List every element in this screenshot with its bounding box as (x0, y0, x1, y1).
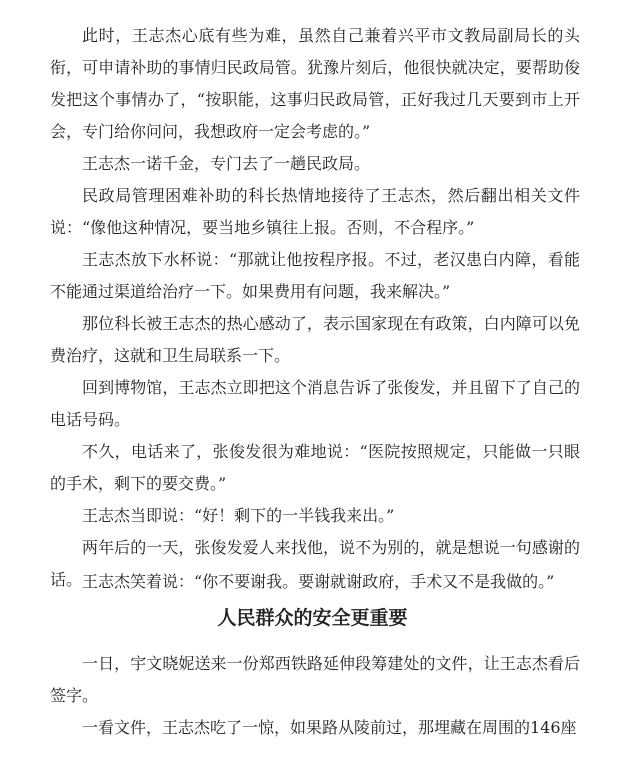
paragraph: 王志杰当即说：“好！剩下的一半钱我来出。” (82, 506, 395, 525)
paragraph: 王志杰一诺千金，专门去了一趟民政局。 (82, 154, 371, 173)
paragraph: 回到博物馆，王志杰立即把这个消息告诉了张俊发，并且留下了自己的电话号码。 (50, 378, 580, 429)
paragraph: 此时，王志杰心底有些为难，虽然自己兼着兴平市文教局副局长的头衔，可申请补助的事情归民政局管。犹豫片刻后，他很快就决定，要帮助俊发把这个事情办了，“按职能，这事归民政局管，正好我过几天要到市上开会，专门给你问问，我想政府一定会考虑的。” (50, 26, 580, 141)
paragraph: 王志杰放下水杯说：“那就让他按程序报。不过，老汉患白内障，看能不能通过渠道给治疗一下。如果费用有问题，我来解决。” (50, 250, 580, 301)
paragraph: 民政局管理困难补助的科长热情地接待了王志杰，然后翻出相关文件说：“像他这种情况，要当地乡镇往上报。否则，不合程序。” (50, 186, 580, 237)
paragraph: 王志杰笑着说：“你不要谢我。要谢就谢政府，手术又不是我做的。” (82, 572, 555, 591)
paragraph: 一日，宇文晓妮送来一份郑西铁路延伸段筹建处的文件，让王志杰看后签字。 (50, 654, 580, 705)
section-heading: 人民群众的安全更重要 (217, 607, 408, 629)
paragraph: 不久，电话来了，张俊发很为难地说：“医院按照规定，只能做一只眼的手术，剩下的要交费。” (50, 442, 580, 493)
paragraph: 那位科长被王志杰的热心感动了，表示国家现在有政策，白内障可以免费治疗，这就和卫生局联系一下。 (50, 314, 580, 365)
paragraph: 一看文件，王志杰吃了一惊，如果路从陵前过，那埋藏在周围的146座 (82, 718, 577, 737)
paragraph: 两年后的一天，张俊发爱人来找他，说不为别的，就是想说一句感谢的话。 (50, 538, 580, 589)
